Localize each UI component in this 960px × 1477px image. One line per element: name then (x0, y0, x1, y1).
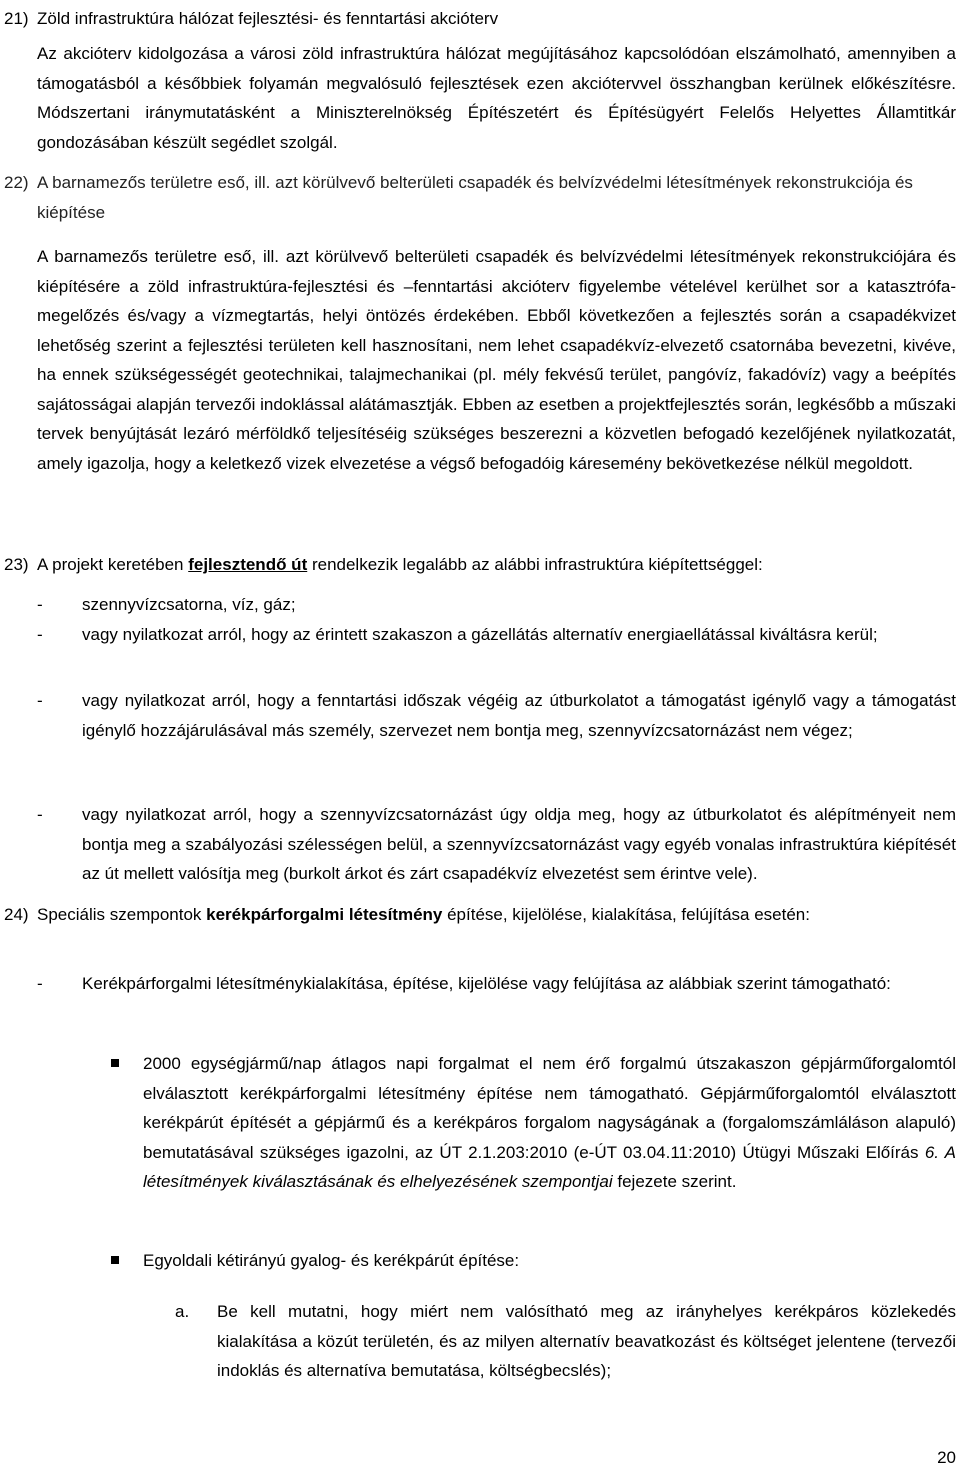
dash-marker: - (37, 974, 43, 993)
section-21-paragraph: Az akcióterv kidolgozása a városi zöld infrastruktúra hálózat megújításához kapcsolódóan elszámolható, amennyiben a támogatásból a későbbiek folyamán megvalósuló fejlesztések ezen akciótervvel összhangban kerülnek előkészítésre. Módszertani iránymutatásként a Miniszterelnökség Építészetért és Építésügyért Felelős Helyettes Államtitkár gondozásában készült segédlet szolgál. (37, 44, 956, 152)
list-item (37, 590, 956, 620)
section-22-paragraph: A barnamezős területre eső, ill. azt körülvevő belterületi csapadék és belvízvédelmi létesítmények rekonstrukciójára és kiépítésére a zöld infrastruktúra-fejlesztési és –fenntartási akcióterv figyelembe vételével kerülhet sor a katasztrófa-megelőzés és/vagy a vízmegtartás, helyi öntözés érdekében. Ebből következően a fejlesztés során a csapadékvizet lehetőség szerint a fejlesztési területen kell hasznosítani, nem lehet csapadékvíz-elvezető csatornába bevezetni, kivéve, ha ennek szükségességét geotechnikai, talajmechanikai (pl. mély fekvésű terület, pangóvíz, fakadóvíz) vagy a beépítés sajátosságai alapján tervezői indoklással alátámasztják. Ebben az esetben a projektfejlesztés során, legkésőbb a műszaki tervek benyújtását lezáró mérföldkő teljesítéséig szükséges beszerezni a közvetlen befogadó kezelőjének nyilatkozatát, amely igazolja, hogy a keletkező vizek elvezetése a végső befogadóig káresemény bekövetkezése nélkül megoldott. (37, 247, 956, 473)
section-23-title-post: rendelkezik legalább az alábbi infrastruktúra kiépítettséggel: (307, 555, 763, 574)
letter-marker: a. (175, 1302, 190, 1321)
list-item-text: vagy nyilatkozat arról, hogy az érintett szakaszon a gázellátás alternatív energiaellátással kiváltásra kerül; (82, 625, 878, 644)
lettered-item-text: Be kell mutatni, hogy miért nem valósítható meg az irányhelyes kerékpáros közlekedés kialakítása a közút területén, és az milyen alternatív beavatkozást és költséget jelentene (tervezői indoklás és alternatíva bemutatása, költségbecslés); (217, 1302, 956, 1380)
section-24-title-post: építése, kijelölése, kialakítása, felújítása esetén: (442, 905, 810, 924)
list-item-text: vagy nyilatkozat arról, hogy a fenntartási időszak végéig az útburkolatot a támogatást igénylő vagy a támogatást igénylő hozzájárulásával más személy, szervezet nem bontja meg, szennyvízcsatornázást nem végez; (82, 691, 956, 740)
section-22-heading (4, 168, 956, 227)
section-24-number: 24) (4, 905, 29, 924)
section-22-number: 22) (4, 173, 29, 192)
section-23-title-bold: fejlesztendő út (188, 555, 308, 574)
section-24-title-pre: Speciális szempontok (37, 905, 207, 924)
section-23-title (37, 550, 956, 580)
bullet-item-text: 2000 egységjármű/nap átlagos napi forgalmat el nem érő forgalmú útszakaszon gépjárműforgalomtól elválasztott kerékpárforgalmi létesítmény építése nem támogatható. Gépjárműforgalomtól elválasztott kerékpárút építését a gépjármű és a kerékpáros forgalom nagyságának a (forgalomszámláláson alapuló) bemutatásával szükséges igazolni, az ÚT 2.1.203:2010 (e-ÚT 03.04.11:2010) Útügyi Műszaki Előírás 6. A létesítmények kiválasztásának és elhelyezésének szempontjai fejezete szerint. (143, 1054, 957, 1191)
list-item (37, 686, 956, 745)
dash-marker: - (37, 805, 43, 824)
bullet-item-text: Egyoldali kétirányú gyalog- és kerékpárút építése: (143, 1251, 520, 1270)
section-23-number: 23) (4, 555, 29, 574)
lettered-item (175, 1297, 956, 1386)
page-number: 20 (937, 1448, 956, 1467)
section-22-title: A barnamezős területre eső, ill. azt körülvevő belterületi csapadék és belvízvédelmi létesítmények rekonstrukciója és kiépítése (37, 173, 913, 222)
section-23-title-pre: A projekt keretében (37, 555, 189, 574)
list-item-text: szennyvízcsatorna, víz, gáz; (82, 595, 296, 614)
italic-chapter-title: 6. A létesítmények kiválasztásának és elhelyezésének szempontjai (143, 1142, 957, 1191)
section-23-heading (4, 550, 956, 580)
square-bullet-icon (111, 1246, 143, 1276)
bullet-item (111, 1049, 956, 1197)
section-24-heading (4, 900, 956, 930)
section-21-number: 21) (4, 9, 29, 28)
section-24-title (37, 900, 956, 930)
section-24-title-bold: kerékpárforgalmi létesítmény (206, 905, 443, 924)
list-item (37, 969, 956, 999)
square-bullet-icon (111, 1049, 143, 1197)
list-item (37, 800, 956, 889)
section-21-heading (4, 4, 956, 34)
bullet-item (111, 1246, 956, 1276)
list-item (37, 620, 956, 650)
list-item-text: Kerékpárforgalmi létesítménykialakítása, építése, kijelölése vagy felújítása az alábbiak szerint támogatható: (82, 974, 891, 993)
dash-marker: - (37, 595, 43, 614)
dash-marker: - (37, 625, 43, 644)
list-item-text: vagy nyilatkozat arról, hogy a szennyvízcsatornázást úgy oldja meg, hogy az útburkolatot és alépítményeit nem bontja meg a szabályozási szélességen belül, a szennyvízcsatornázást vagy egyéb vonalas infrastruktúra kiépítését az út mellett valósítja meg (burkolt árkot és zárt csapadékvíz elvezetést sem érintve vele). (82, 805, 956, 883)
section-21-title: Zöld infrastruktúra hálózat fejlesztési- és fenntartási akcióterv (37, 9, 499, 28)
dash-marker: - (37, 691, 43, 710)
